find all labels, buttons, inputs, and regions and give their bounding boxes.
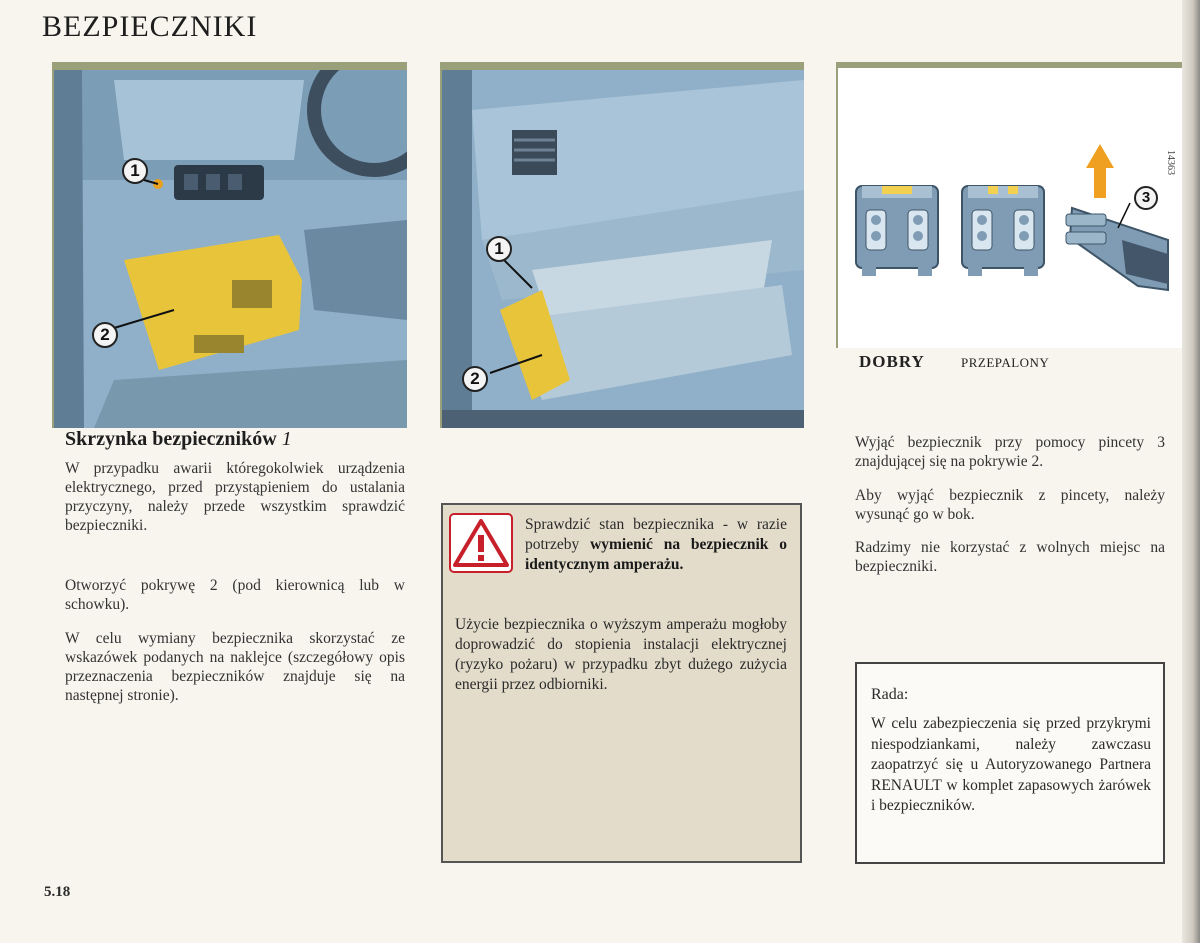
good-fuse-icon — [856, 186, 938, 276]
callout-fuse-box: 1 — [486, 236, 512, 262]
page-edge — [1182, 0, 1200, 943]
dashboard-photo-left — [52, 62, 407, 428]
removal-paragraph: Radzimy nie korzystać z wolnych miejsc na bezpieczniki. — [855, 539, 1165, 575]
fuse-diagram — [836, 62, 1184, 371]
fuse-box-paragraph: W przypadku awarii któregokolwiek urządzenia elektrycznego, przed przystąpieniem do ustalania przyczyny, należy przede wszystkim sprawdzić bezpieczniki. — [65, 460, 405, 534]
tweezers-icon — [1066, 203, 1168, 290]
callout-tweezers: 3 — [1134, 186, 1158, 210]
edge-code: 14363 — [1165, 150, 1176, 175]
blown-fuse-icon — [962, 186, 1044, 276]
warning-triangle-icon — [449, 513, 513, 578]
blown-fuse-label: PRZEPALONY — [961, 355, 1050, 370]
fuse-box-paragraph: Otworzyć pokrywę 2 (pod kierownicą lub w schowku). — [65, 577, 405, 613]
fuse-box-heading: Skrzynka bezpieczników 1 — [65, 428, 292, 450]
warning-box — [441, 503, 802, 863]
page-number: 5.18 — [44, 884, 71, 900]
up-arrow-icon — [1086, 144, 1114, 198]
callout-cover: 2 — [92, 322, 118, 348]
fuse-box-paragraph: W celu wymiany bezpiecznika skorzystać ze wskazówek podanych na naklejce (szczegółowy opis przeznaczenia bezpieczników znajduje się na następnej stronie). — [65, 630, 405, 704]
callout-cover: 2 — [462, 366, 488, 392]
removal-paragraph: Wyjąć bezpiecznik przy pomocy pincety 3 znajdującej się na pokrywie 2. — [855, 434, 1165, 470]
glovebox-photo — [440, 62, 804, 428]
tip-title: Rada: — [871, 686, 909, 703]
fuse-box-number: 1 — [281, 428, 292, 450]
warning-lead: Sprawdzić stan bezpiecznika - w razie potrzeby wymienić na bezpiecznik o identycznym amperażu. — [525, 516, 787, 573]
warning-body: Użycie bezpiecznika o wyższym amperażu mogłoby doprowadzić do stopienia instalacji elektrycznej (ryzyko pożaru) w przypadku zbyt dużego zużycia energii przez odbiorniki. — [455, 616, 787, 693]
tip-box — [855, 662, 1165, 864]
callout-fuse-box: 1 — [122, 158, 148, 184]
removal-paragraph: Aby wyjąć bezpiecznik z pincety, należy wysunąć go w bok. — [855, 487, 1165, 523]
page-title: BEZPIECZNIKI — [42, 10, 258, 43]
good-fuse-label: DOBRY — [859, 352, 925, 371]
tip-body: W celu zabezpieczenia się przed przykrymi niespodziankami, należy zawczasu zaopatrzyć się u Autoryzowanego Partnera RENAULT w komplet zapasowych żarówek i bezpieczników. — [871, 715, 1151, 814]
